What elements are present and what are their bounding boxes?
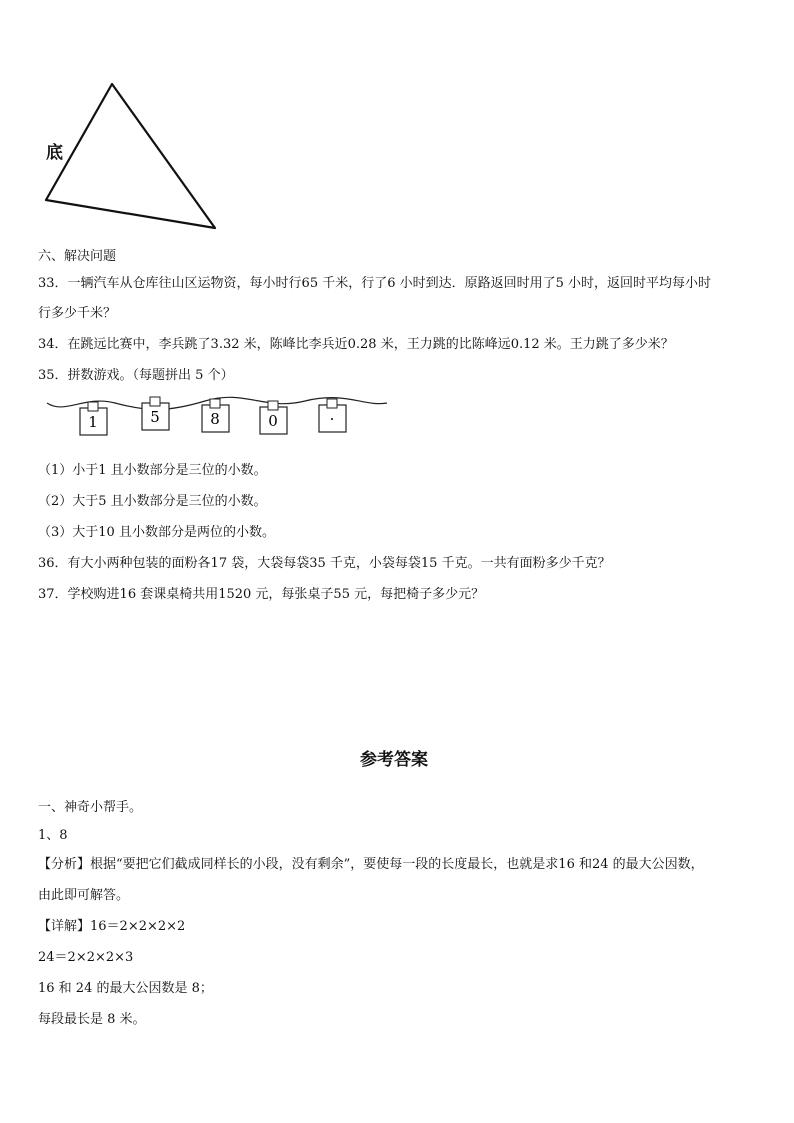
card-1-text: 1 xyxy=(88,413,98,431)
answers-title: 参考答案 xyxy=(360,750,428,770)
answers-section1: 一、神奇小帮手。 xyxy=(38,800,143,815)
question-33-line2: 行多少千米？ xyxy=(38,306,117,321)
detail-line2: 24＝2×2×2×3 xyxy=(38,950,134,965)
question-34: 34．在跳远比赛中，李兵跳了3.32 米，陈峰比李兵近0.28 米，王力跳的比陈峰远0.12 米。王力跳了多少米？ xyxy=(38,337,674,352)
card-8-text: 8 xyxy=(210,410,220,428)
question-35-part1: （1）小于1 且小数部分是三位的小数。 xyxy=(38,463,267,478)
question-35-part3: （3）大于10 且小数部分是两位的小数。 xyxy=(38,525,275,540)
card-5 xyxy=(142,397,169,430)
question-36: 36．有大小两种包装的面粉各17 袋，大袋每袋35 千克，小袋每袋15 千克。一共有面粉多少千克？ xyxy=(38,556,611,571)
card-0-text: 0 xyxy=(268,412,278,430)
card-8 xyxy=(202,399,229,432)
card-5-text: 5 xyxy=(150,408,160,426)
card-dot-text: · xyxy=(329,410,335,428)
analysis-line1: 【分析】根据“要把它们截成同样长的小段，没有剩余”，要使每一段的长度最长，也就是求16 和24 的最大公因数， xyxy=(38,857,704,872)
answer-1: 1、8 xyxy=(38,828,68,843)
detail-line3: 16 和 24 的最大公因数是 8； xyxy=(38,981,213,996)
card-dot xyxy=(319,399,346,432)
detail-line4: 每段最长是 8 米。 xyxy=(38,1012,146,1027)
triangle-figure xyxy=(40,80,230,235)
question-35: 35．拼数游戏。（每题拼出 5 个） xyxy=(38,368,234,383)
question-33-line1: 33．一辆汽车从仓库往山区运物资，每小时行65 千米，行了6 小时到达．原路返回时用了5 小时，返回时平均每小时 xyxy=(38,276,712,291)
detail-line1: 【详解】16＝2×2×2×2 xyxy=(38,919,186,934)
card-0 xyxy=(260,401,287,434)
question-37: 37．学校购进16 套课桌椅共用1520 元，每张桌子55 元，每把椅子多少元？ xyxy=(38,587,485,602)
number-cards-figure xyxy=(45,393,390,443)
triangle-shape xyxy=(46,84,215,228)
card-1 xyxy=(80,402,107,435)
triangle-base-label: 底 xyxy=(46,143,63,163)
section-heading: 六、解决问题 xyxy=(38,249,117,264)
analysis-line2: 由此即可解答。 xyxy=(38,888,130,903)
question-35-part2: （2）大于5 且小数部分是三位的小数。 xyxy=(38,494,267,509)
